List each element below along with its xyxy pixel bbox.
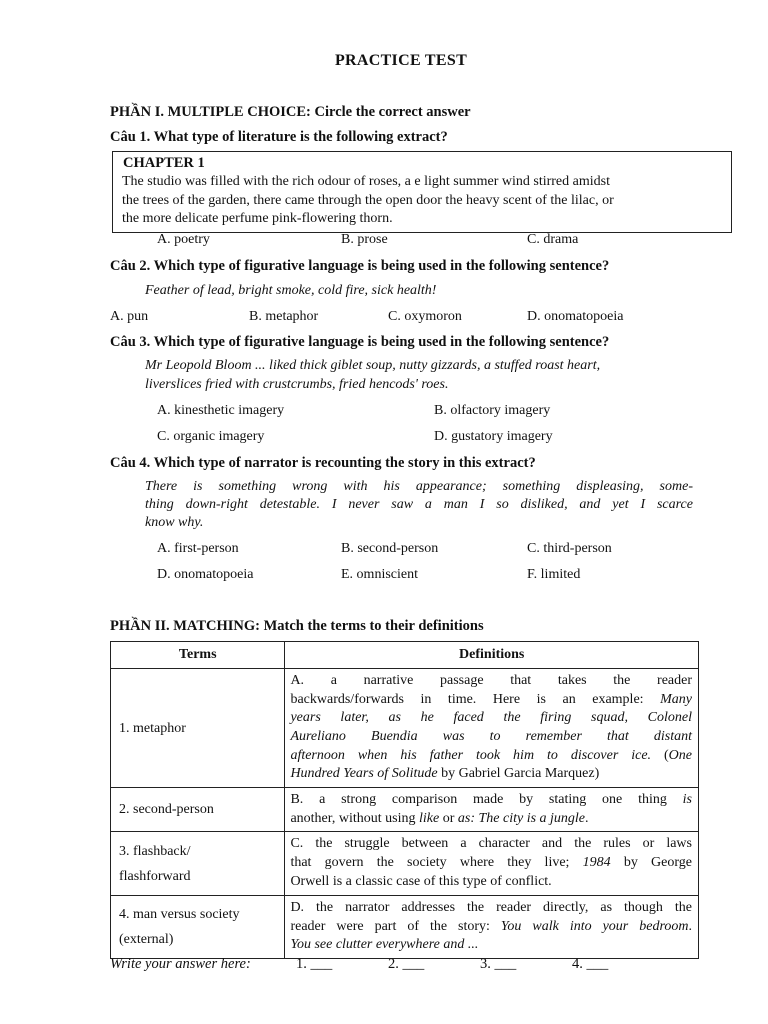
extract-box: [112, 151, 732, 233]
term-label: (external): [119, 932, 174, 947]
term-label: 2. second-person: [119, 802, 214, 817]
page-title: PRACTICE TEST: [334, 52, 468, 69]
definition-line: C. the struggle between a character and the rules or laws: [290, 836, 692, 852]
q4-option-f[interactable]: F. limited: [527, 567, 581, 582]
question-1: Câu 1. What type of literature is the following extract?: [110, 129, 448, 145]
definition-text: 1984: [582, 855, 611, 871]
definition-line: [290, 747, 692, 766]
definition-text: You walk into your bedroom: [500, 918, 689, 934]
term-cell: [111, 832, 285, 896]
q4-option-c[interactable]: C. third-person: [527, 541, 612, 556]
q4-option-a[interactable]: A. first-person: [157, 541, 239, 556]
extract-line: the more delicate perfume pink-flowering thorn.: [122, 211, 393, 226]
definition-text: B. a strong comparison made by stating one thing: [290, 791, 683, 807]
q2-quote: Feather of lead, bright smoke, cold fire, sick health!: [145, 283, 437, 298]
term-label: 3. flashback/: [119, 843, 191, 859]
definition-line: D. the narrator addresses the reader directly, as though the: [290, 899, 692, 915]
extract-line: the trees of the garden, there came through the open door the heavy scent of the lilac, or: [122, 192, 614, 208]
question-3: Câu 3. Which type of figurative language is being used in the following sentence?: [110, 334, 610, 350]
answer-blank-2[interactable]: 2. ___: [388, 956, 425, 972]
table-row: [111, 896, 699, 959]
definition-line: [290, 691, 692, 710]
definition-line: [290, 918, 692, 937]
q3-option-d[interactable]: D. gustatory imagery: [434, 429, 553, 444]
definition-text: Hundred Years of Solitude: [290, 766, 438, 782]
definition-text: another, without using: [290, 810, 419, 826]
definition-line: years later, as he faced the firing squad, Colonel: [290, 710, 692, 726]
q4-option-d[interactable]: D. onomatopoeia: [157, 567, 254, 582]
definition-text: (: [651, 747, 669, 763]
table-row: [111, 788, 699, 832]
extract-chapter-heading: CHAPTER 1: [123, 155, 205, 171]
definition-cell: [285, 788, 699, 832]
q1-option-b[interactable]: B. prose: [341, 232, 388, 247]
definition-line: You see clutter everywhere and ...: [290, 937, 479, 953]
definition-text: backwards/forwards in time. Here is an example:: [290, 691, 661, 707]
q2-option-a[interactable]: A. pun: [110, 309, 149, 324]
definition-text: is: [682, 791, 692, 807]
definition-text: or: [439, 810, 458, 826]
q1-option-a[interactable]: A. poetry: [157, 232, 210, 247]
part1-heading: [110, 104, 471, 121]
term-cell: [111, 788, 285, 832]
q4-option-b[interactable]: B. second-person: [341, 541, 439, 556]
definition-line: A. a narrative passage that takes the reader: [290, 672, 692, 688]
q2-option-d[interactable]: D. onomatopoeia: [527, 309, 624, 324]
term-cell: [111, 896, 285, 959]
q3-quote-line: Mr Leopold Bloom ... liked thick giblet soup, nutty gizzards, a stuffed roast heart,: [145, 358, 601, 373]
definition-line: [290, 765, 692, 784]
q3-option-b[interactable]: B. olfactory imagery: [434, 403, 551, 418]
matching-table: [110, 641, 699, 959]
column-header-definitions: Definitions: [285, 642, 699, 669]
definition-text: reader were part of the story:: [290, 918, 501, 934]
definition-text: One: [668, 747, 692, 763]
definition-text: by George: [610, 855, 692, 871]
term-label: 1. metaphor: [119, 720, 186, 736]
definition-line: Orwell is a classic case of this type of conflict.: [290, 873, 552, 889]
q4-quote-line: thing down-right detestable. I never saw a man I so disliked, and yet I scarce: [145, 497, 693, 512]
q2-option-c[interactable]: C. oxymoron: [388, 309, 462, 324]
answer-blank-3[interactable]: 3. ___: [480, 956, 517, 972]
part1-heading-label: PHẦN I. MULTIPLE CHOICE:: [110, 104, 311, 120]
term-label: 4. man versus society: [119, 907, 240, 922]
q4-quote-line: There is something wrong with his appearance; something displeasing, some-: [145, 479, 693, 494]
column-header-terms: Terms: [111, 642, 285, 669]
definition-line: Aureliano Buendia was to remember that distant: [290, 729, 692, 744]
definition-text: .: [585, 810, 589, 826]
table-header-row: [111, 642, 699, 669]
definition-cell: [285, 896, 699, 959]
answer-blank-1[interactable]: 1. ___: [296, 956, 333, 972]
definition-text: like: [418, 810, 440, 826]
definition-text: afternoon when his father took him to discover ice.: [290, 747, 652, 763]
definition-cell: [285, 832, 699, 896]
part2-heading: [110, 618, 484, 635]
extract-line: The studio was filled with the rich odour of roses, a e light summer wind stirred amidst: [122, 174, 610, 189]
table-row: [111, 669, 699, 788]
definition-cell: [285, 669, 699, 788]
answer-label: Write your answer here:: [110, 956, 251, 972]
term-cell: [111, 669, 285, 788]
definition-text: by Gabriel Garcia Marquez): [437, 766, 600, 782]
definition-text: that govern the society where they live;: [290, 855, 583, 871]
part1-heading-instruction: Circle the correct answer: [310, 104, 471, 120]
q4-quote-line: know why.: [145, 515, 204, 530]
q4-option-e[interactable]: E. omniscient: [341, 567, 418, 582]
part2-heading-instruction: Match the terms to their definitions: [259, 618, 484, 634]
definition-text: .: [688, 918, 692, 934]
definition-line: [290, 854, 692, 873]
question-4: Câu 4. Which type of narrator is recounting the story in this extract?: [110, 455, 536, 471]
answer-blank-4[interactable]: 4. ___: [572, 956, 609, 972]
q3-quote-line: liverslices fried with crustcrumbs, fried hencods' roes.: [145, 377, 449, 392]
part2-heading-label: PHẦN II. MATCHING:: [110, 618, 260, 634]
definition-line: [290, 791, 692, 810]
definition-text: Many: [660, 691, 692, 707]
question-2: Câu 2. Which type of figurative language is being used in the following sentence?: [110, 258, 610, 274]
table-row: [111, 832, 699, 896]
q2-option-b[interactable]: B. metaphor: [249, 309, 319, 324]
definition-line: [290, 810, 692, 829]
q1-option-c[interactable]: C. drama: [527, 232, 579, 247]
q3-option-a[interactable]: A. kinesthetic imagery: [157, 403, 285, 418]
q3-option-c[interactable]: C. organic imagery: [157, 429, 265, 444]
definition-text: as: The city is a jungle: [457, 810, 586, 826]
term-label: flashforward: [119, 868, 191, 884]
